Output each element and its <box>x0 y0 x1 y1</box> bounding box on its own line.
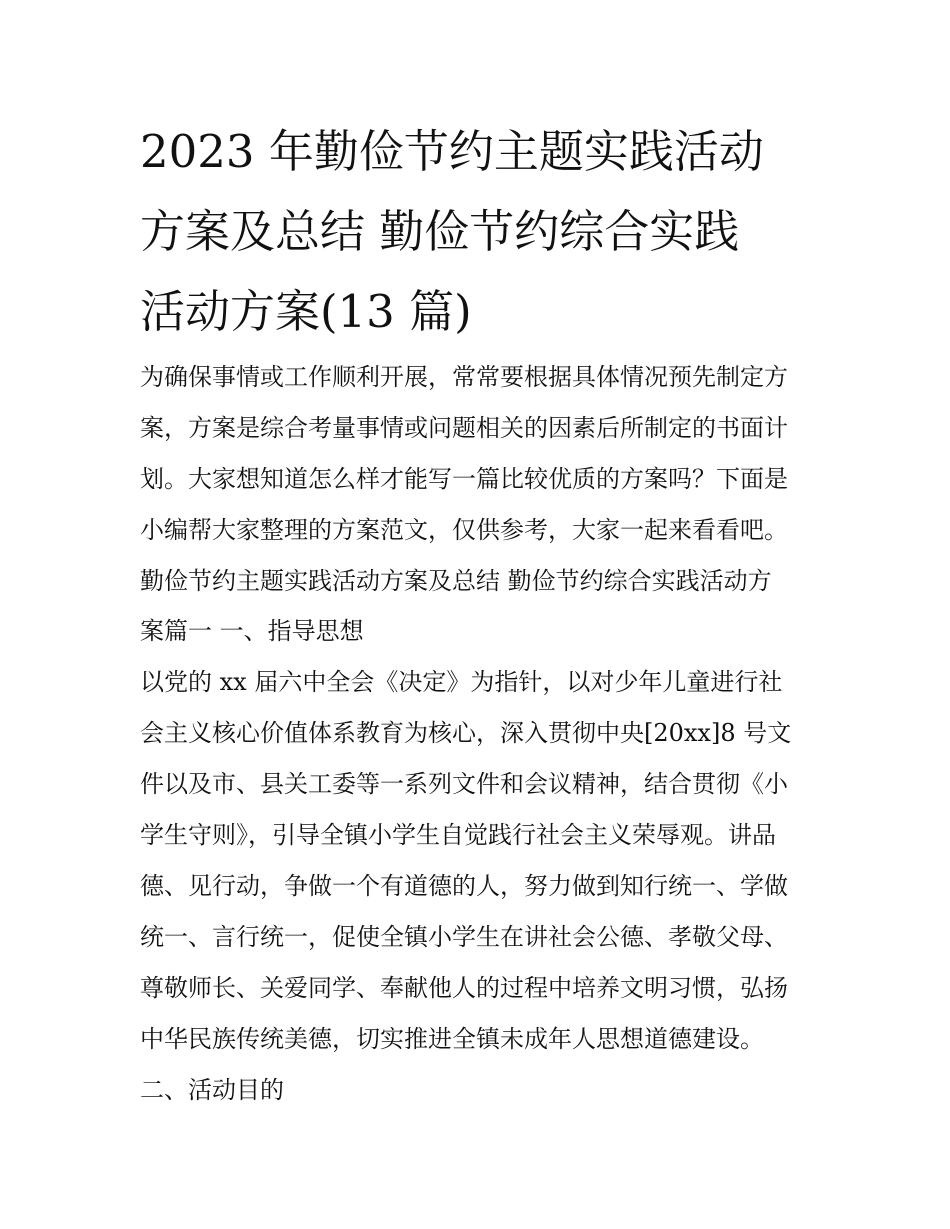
intro-paragraph <box>140 352 820 556</box>
guideline-paragraph <box>140 657 820 1065</box>
section-heading: 二、活动目的 <box>140 1076 284 1104</box>
text-line: 会主义核心价值体系教育为核心，深入贯彻中央[20xx]8 号文 <box>140 719 792 747</box>
text-line: 划。大家想知道怎么样才能写一篇比较优质的方案吗？下面是 <box>140 465 788 493</box>
text-line: 案，方案是综合考量事情或问题相关的因素后所制定的书面计 <box>140 414 788 442</box>
title-line: 活动方案(13 篇) <box>140 285 472 338</box>
subheading-paragraph <box>140 556 820 656</box>
document-body <box>140 352 820 1115</box>
text-line: 小编帮大家整理的方案范文，仅供参考，大家一起来看看吧。 <box>140 516 788 544</box>
title-line: 2023 年勤俭节约主题实践活动 <box>140 125 764 178</box>
text-line: 勤俭节约主题实践活动方案及总结 勤俭节约综合实践活动方 <box>140 567 772 595</box>
text-line: 案篇一 一、指导思想 <box>140 617 364 645</box>
text-line: 德、见行动，争做一个有道德的人，努力做到知行统一、学做 <box>140 872 788 900</box>
text-line: 为确保事情或工作顺利开展，常常要根据具体情况预先制定方 <box>140 363 788 391</box>
text-line: 中华民族传统美德，切实推进全镇未成年人思想道德建设。 <box>140 1025 764 1053</box>
text-line: 学生守则》，引导全镇小学生自觉践行社会主义荣辱观。讲品 <box>140 821 776 849</box>
text-line: 尊敬师长、关爱同学、奉献他人的过程中培养文明习惯，弘扬 <box>140 974 788 1002</box>
text-line: 统一、言行统一，促使全镇小学生在讲社会公德、孝敬父母、 <box>140 923 788 951</box>
text-line: 件以及市、县关工委等一系列文件和会议精神，结合贯彻《小 <box>140 770 788 798</box>
text-line: 以党的 xx 届六中全会《决定》为指针，以对少年儿童进行社 <box>140 668 783 696</box>
document-title <box>140 112 820 352</box>
title-line: 方案及总结 勤俭节约综合实践 <box>140 205 740 258</box>
section-heading-paragraph <box>140 1065 820 1115</box>
